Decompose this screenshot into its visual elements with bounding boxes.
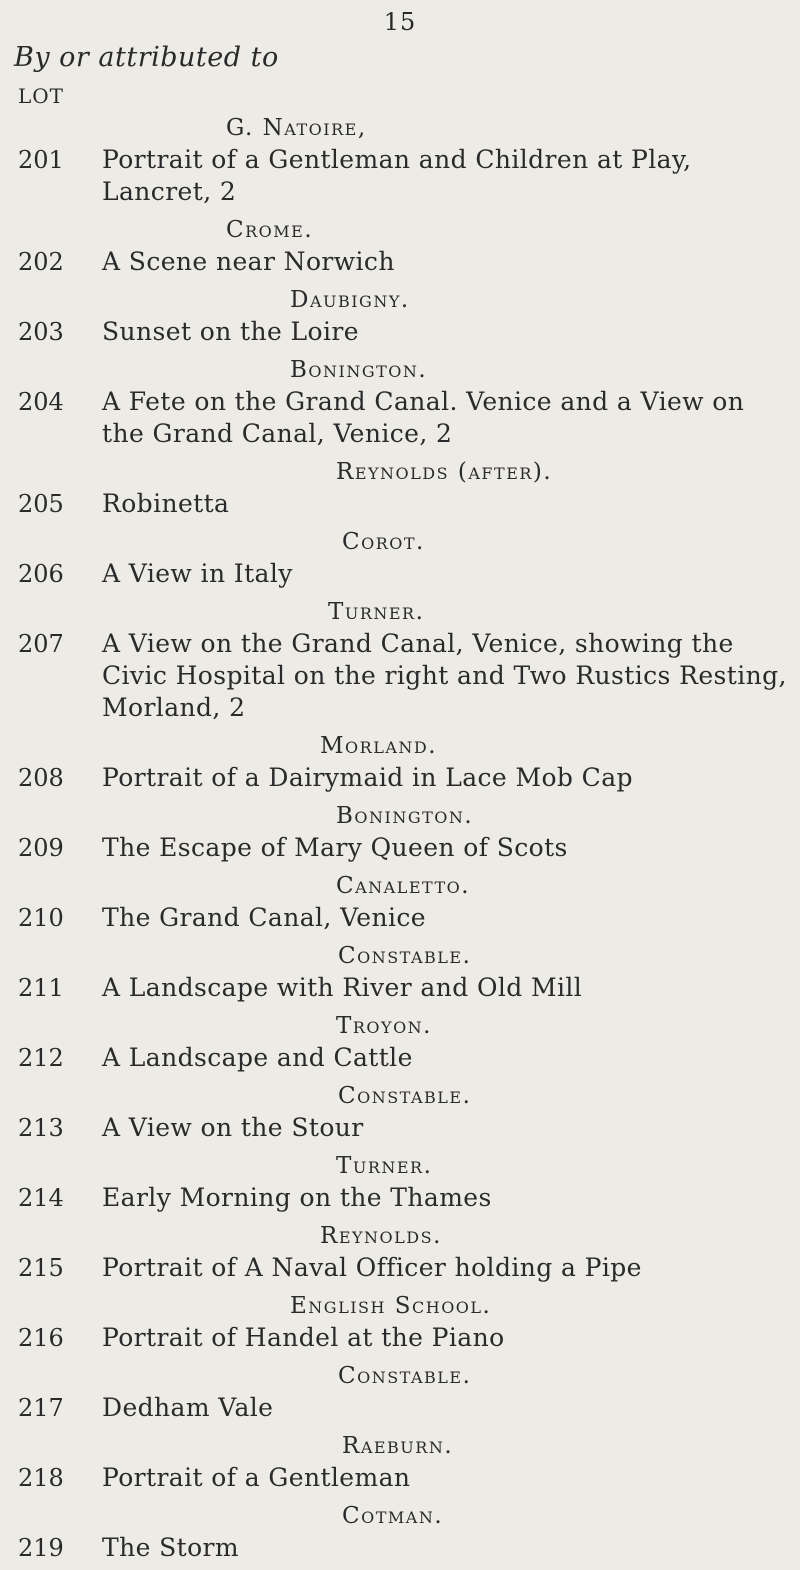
lot-number: 213 [18,1114,64,1142]
artist-attribution: Constable. [338,1083,472,1109]
lot-title: A Landscape with River and Old Mill [102,973,583,1002]
artist-attribution: Reynolds. [320,1223,442,1249]
lot-entry [0,832,800,864]
lot-number: 206 [18,560,64,588]
lot-entry [0,488,800,520]
lot-title: Portrait of A Naval Officer holding a Pipe [102,1253,642,1282]
lot-entry [0,246,800,278]
lot-title: A Scene near Norwich [102,247,395,276]
lot-number: 208 [18,764,64,792]
lot-number: 212 [18,1044,64,1072]
lot-number: 203 [18,318,64,346]
lot-number: 215 [18,1254,64,1282]
lot-number: 204 [18,388,64,416]
lot-list [0,112,800,1570]
lot-title: A Landscape and Cattle [102,1043,413,1072]
page-number: 15 [383,8,417,36]
lot-title: Portrait of a Dairymaid in Lace Mob Cap [102,763,633,792]
lot-entry [0,386,800,450]
lot-column-label: LOT [18,84,65,108]
lot-number: 209 [18,834,64,862]
artist-attribution: G. Natoire, [226,115,367,141]
lot-number: 205 [18,490,64,518]
lot-entry [0,628,800,724]
artist-attribution: Morland. [320,733,438,759]
lot-title: Portrait of a Gentleman [102,1463,411,1492]
lot-title: Robinetta [102,489,230,518]
lot-entry [0,1322,800,1354]
lot-title: A Fete on the Grand Canal. Venice and a View on the Grand Canal, Venice, 2 [102,387,745,448]
artist-attribution: Canaletto. [336,873,471,899]
lot-number: 219 [18,1534,64,1562]
artist-attribution: Bonington. [336,803,474,829]
artist-attribution: Constable. [338,943,472,969]
lot-title: A View on the Stour [102,1113,364,1142]
artist-attribution: Reynolds (after). [336,459,553,485]
artist-attribution: Daubigny. [290,287,410,313]
lot-title: The Escape of Mary Queen of Scots [102,833,568,862]
lot-number: 207 [18,630,64,658]
artist-attribution: Cotman. [342,1503,444,1529]
lot-number: 202 [18,248,64,276]
lot-number: 217 [18,1394,64,1422]
lot-title: Sunset on the Loire [102,317,359,346]
lot-entry [0,316,800,348]
lot-entry [0,558,800,590]
lot-entry [0,1532,800,1564]
lot-number: 201 [18,146,64,174]
lot-entry [0,144,800,208]
lot-entry [0,1182,800,1214]
lot-title: The Storm [102,1533,239,1562]
page-heading: By or attributed to [14,42,279,73]
artist-attribution: Bonington. [290,357,428,383]
lot-entry [0,1042,800,1074]
artist-attribution: Raeburn. [342,1433,454,1459]
lot-entry [0,762,800,794]
lot-title: A View on the Grand Canal, Venice, showing the Civic Hospital on the right and Two Rustics Resting, Morland, 2 [102,629,787,722]
lot-number: 218 [18,1464,64,1492]
artist-attribution: Turner. [328,599,425,625]
lot-title: Portrait of a Gentleman and Children at Play, Lancret, 2 [102,145,692,206]
lot-entry [0,972,800,1004]
lot-entry [0,1392,800,1424]
artist-attribution: Crome. [226,217,314,243]
lot-number: 214 [18,1184,64,1212]
artist-attribution: Constable. [338,1363,472,1389]
lot-number: 210 [18,904,64,932]
lot-title: A View in Italy [102,559,293,588]
lot-title: Portrait of Handel at the Piano [102,1323,505,1352]
artist-attribution: Troyon. [336,1013,432,1039]
lot-entry [0,1112,800,1144]
lot-number: 211 [18,974,64,1002]
lot-number: 216 [18,1324,64,1352]
lot-entry [0,1252,800,1284]
lot-entry [0,1462,800,1494]
artist-attribution: English School. [290,1293,492,1319]
lot-entry [0,902,800,934]
lot-title: Early Morning on the Thames [102,1183,492,1212]
lot-title: The Grand Canal, Venice [102,903,426,932]
lot-title: Dedham Vale [102,1393,274,1422]
artist-attribution: Turner. [336,1153,433,1179]
artist-attribution: Corot. [342,529,425,555]
